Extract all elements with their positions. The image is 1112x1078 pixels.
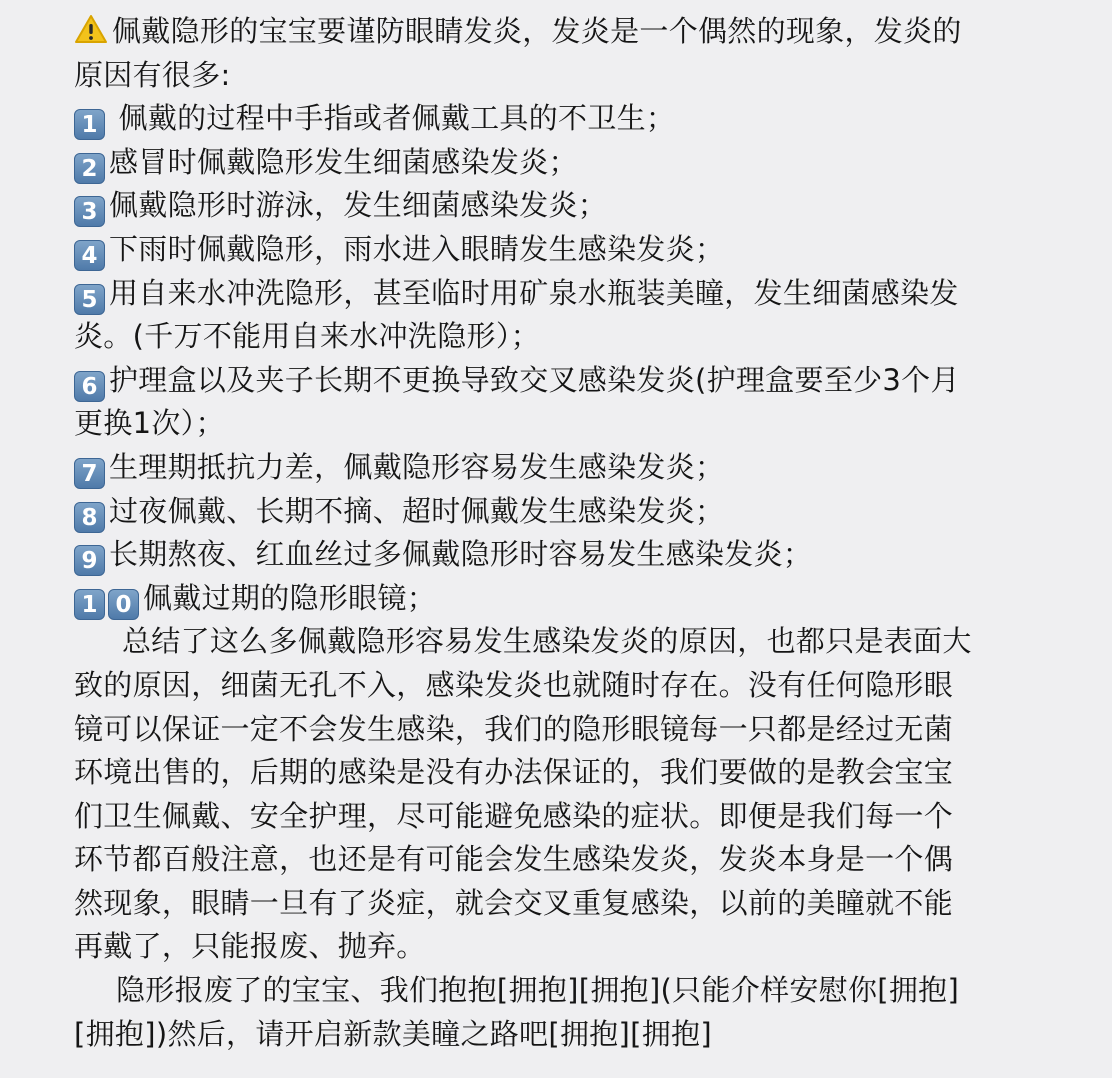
line-text: 再戴了，只能报废、抛弃。 <box>74 929 426 964</box>
line-text: 佩戴的过程中手指或者佩戴工具的不卫生； <box>109 101 676 136</box>
line-text: 原因有很多: <box>74 57 231 92</box>
text-line <box>74 620 1092 664</box>
number-badge-icon: 3 <box>74 196 105 227</box>
line-text: 总结了这么多佩戴隐形容易发生感染发炎的原因，也都只是表面大 <box>122 624 972 659</box>
number-badge-icon: 2 <box>74 153 105 184</box>
text-line <box>74 1013 1092 1057</box>
line-text: [拥抱])然后，请开启新款美瞳之路吧[拥抱][拥抱] <box>74 1016 712 1051</box>
text-line <box>74 533 1092 577</box>
line-text: 炎。(千万不能用自来水冲洗隐形）； <box>74 319 540 354</box>
line-text: 然现象，眼睛一旦有了炎症，就会交叉重复感染，以前的美瞳就不能 <box>74 885 954 920</box>
line-text: 佩戴隐形的宝宝要谨防眼睛发炎，发炎是一个偶然的现象，发炎的 <box>112 14 962 48</box>
text-line <box>74 315 1092 359</box>
text-line <box>74 577 1092 621</box>
line-text: 过夜佩戴、长期不摘、超时佩戴发生感染发炎； <box>109 493 725 528</box>
line-text: 致的原因，细菌无孔不入，感染发炎也就随时存在。没有任何隐形眼 <box>74 667 954 702</box>
warning-icon <box>74 14 108 44</box>
number-badge-icon: 0 <box>108 589 139 620</box>
text-line <box>74 272 1092 316</box>
number-badge-icon: 1 <box>74 589 105 620</box>
text-line <box>74 882 1092 926</box>
number-badge-icon: 7 <box>74 458 105 489</box>
text-line <box>74 141 1092 185</box>
text-line <box>74 490 1092 534</box>
line-text: 环境出售的，后期的感染是没有办法保证的，我们要做的是教会宝宝 <box>74 755 954 790</box>
text-line <box>74 969 1092 1013</box>
line-text: 护理盒以及夹子长期不更换导致交叉感染发炎(护理盒要至少3个月 <box>109 362 960 397</box>
number-badge-icon: 8 <box>74 502 105 533</box>
text-line <box>74 708 1092 752</box>
line-text: 用自来水冲洗隐形，甚至临时用矿泉水瓶装美瞳，发生细菌感染发 <box>109 275 959 310</box>
line-text: 镜可以保证一定不会发生感染，我们的隐形眼镜每一只都是经过无菌 <box>74 711 954 746</box>
text-line <box>74 359 1092 403</box>
text-line <box>74 228 1092 272</box>
text-line <box>74 664 1092 708</box>
text-line <box>74 838 1092 882</box>
number-badge-icon: 5 <box>74 284 105 315</box>
line-text: 环节都百般注意，也还是有可能会发生感染发炎，发炎本身是一个偶 <box>74 842 954 877</box>
text-line <box>74 446 1092 490</box>
number-badge-icon: 6 <box>74 371 105 402</box>
line-text: 更换1次）； <box>74 406 225 441</box>
text-line <box>74 751 1092 795</box>
line-text: 佩戴过期的隐形眼镜； <box>143 580 437 615</box>
line-text: 长期熬夜、红血丝过多佩戴隐形时容易发生感染发炎； <box>109 537 813 572</box>
text-line <box>74 54 1092 98</box>
text-line <box>74 795 1092 839</box>
number-badge-icon: 1 <box>74 109 105 140</box>
line-text: 们卫生佩戴、安全护理，尽可能避免感染的症状。即便是我们每一个 <box>74 798 954 833</box>
line-text: 下雨时佩戴隐形，雨水进入眼睛发生感染发炎； <box>109 231 725 266</box>
text-line <box>74 402 1092 446</box>
text-line <box>74 925 1092 969</box>
number-badge-icon: 4 <box>74 240 105 271</box>
line-text: 佩戴隐形时游泳，发生细菌感染发炎； <box>109 188 608 223</box>
line-text: 感冒时佩戴隐形发生细菌感染发炎； <box>109 144 578 179</box>
text-line <box>74 184 1092 228</box>
line-text: 隐形报废了的宝宝、我们抱抱[拥抱][拥抱](只能介样安慰你[拥抱] <box>116 973 960 1008</box>
line-text: 生理期抵抗力差，佩戴隐形容易发生感染发炎； <box>109 449 725 484</box>
text-line <box>74 97 1092 141</box>
text-line <box>74 10 1092 54</box>
number-badge-icon: 9 <box>74 545 105 576</box>
